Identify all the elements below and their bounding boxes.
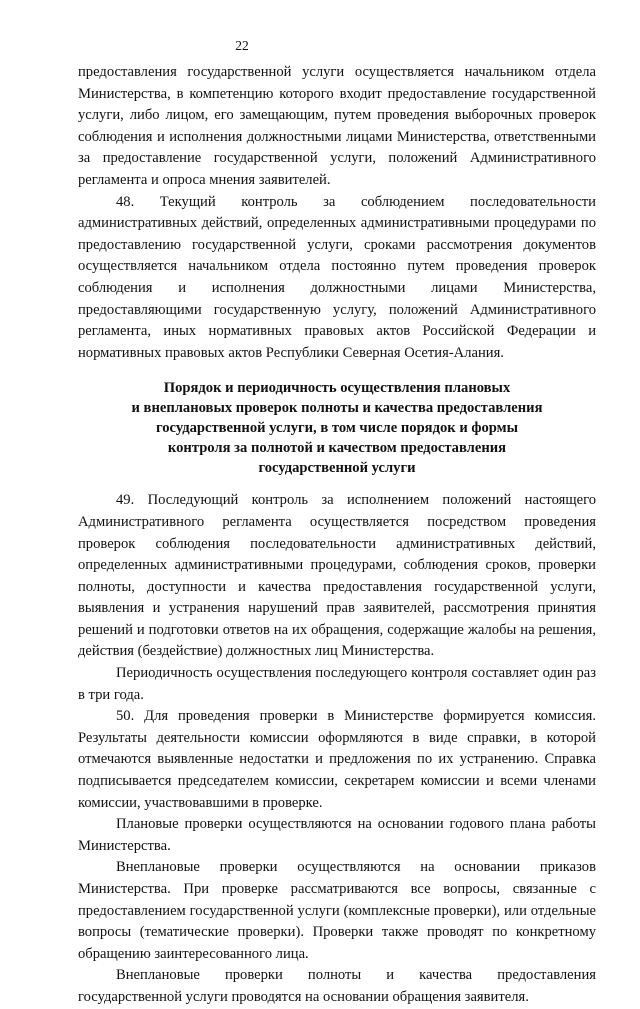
heading-line: государственной услуги, в том числе порядок и формы: [155, 420, 518, 437]
paragraph-unplanned-quality-checks: Внеплановые проверки полноты и качества предоставления государственной услуги проводятся на основании обращения заявителя.: [78, 967, 596, 1005]
section-heading: [78, 378, 596, 478]
page-number: 22: [235, 38, 249, 53]
paragraph-48: 48. Текущий контроль за соблюдением последовательности административных действий, определенных административными процедурами по предоставлению государственной услуги, сроками рассмотрения документов осуществляется начальником отдела постоянно путем проведения проверок соблюдения и исполнения должностными лицами Министерства, предоставляющими государственную услугу, положений Административного регламента, иных нормативных правовых актов Российской Федерации и нормативных правовых актов Республики Северная Осетия-Алания.: [78, 193, 596, 361]
paragraph-unplanned-checks: Внеплановые проверки осуществляются на основании приказов Министерства. При проверке рассматриваются все вопросы, связанные с предоставлением государственной услуги (комплексные проверки), или отдельные вопросы (тематические проверки). Проверки также проводят по конкретному обращению заинтересованного лица.: [78, 859, 596, 962]
paragraph-planned-checks: Плановые проверки осуществляются на основании годового плана работы Министерства.: [78, 816, 596, 854]
heading-line: контроля за полнотой и качеством предоставления: [167, 440, 507, 457]
heading-line: и внеплановых проверок полноты и качества предоставления: [131, 400, 543, 417]
paragraph-49: 49. Последующий контроль за исполнением положений настоящего Административного регламента осуществляется посредством проведения проверок соблюдения последовательности административных действий, определенных административными процедурами, соблюдения сроков, проверки полноты, доступности и качества предоставления государственной услуги, выявления и устранения нарушений прав заявителей, рассмотрения принятия решений и подготовки ответов на их обращения, содержащие жалобы на решения, действия (бездействие) должностных лиц Министерства.: [78, 492, 596, 660]
paragraph-control-continuation: предоставления государственной услуги осуществляется начальником отдела Министерства, в компетенцию которого входит предоставление государственной услуги, либо лицом, его замещающим, путем проведения выборочных проверок соблюдения и исполнения должностными лицами Министерства, ответственными за предоставление государственной услуги, положений Административного регламента и опроса мнения заявителей.: [78, 64, 596, 188]
paragraph-periodicity: Периодичность осуществления последующего контроля составляет один раз в три года.: [78, 665, 596, 703]
document-body: [78, 62, 596, 1009]
paragraph-50: 50. Для проведения проверки в Министерстве формируется комиссия. Результаты деятельности комиссии оформляются в виде справки, в которой отмечаются выявленные недостатки и предложения по их устранению. Справка подписывается председателем комиссии, секретарем комиссии и всеми членами комиссии, участвовавшими в проверке.: [78, 708, 596, 811]
heading-line: государственной услуги: [258, 460, 416, 477]
heading-line: Порядок и периодичность осуществления плановых: [163, 380, 511, 397]
